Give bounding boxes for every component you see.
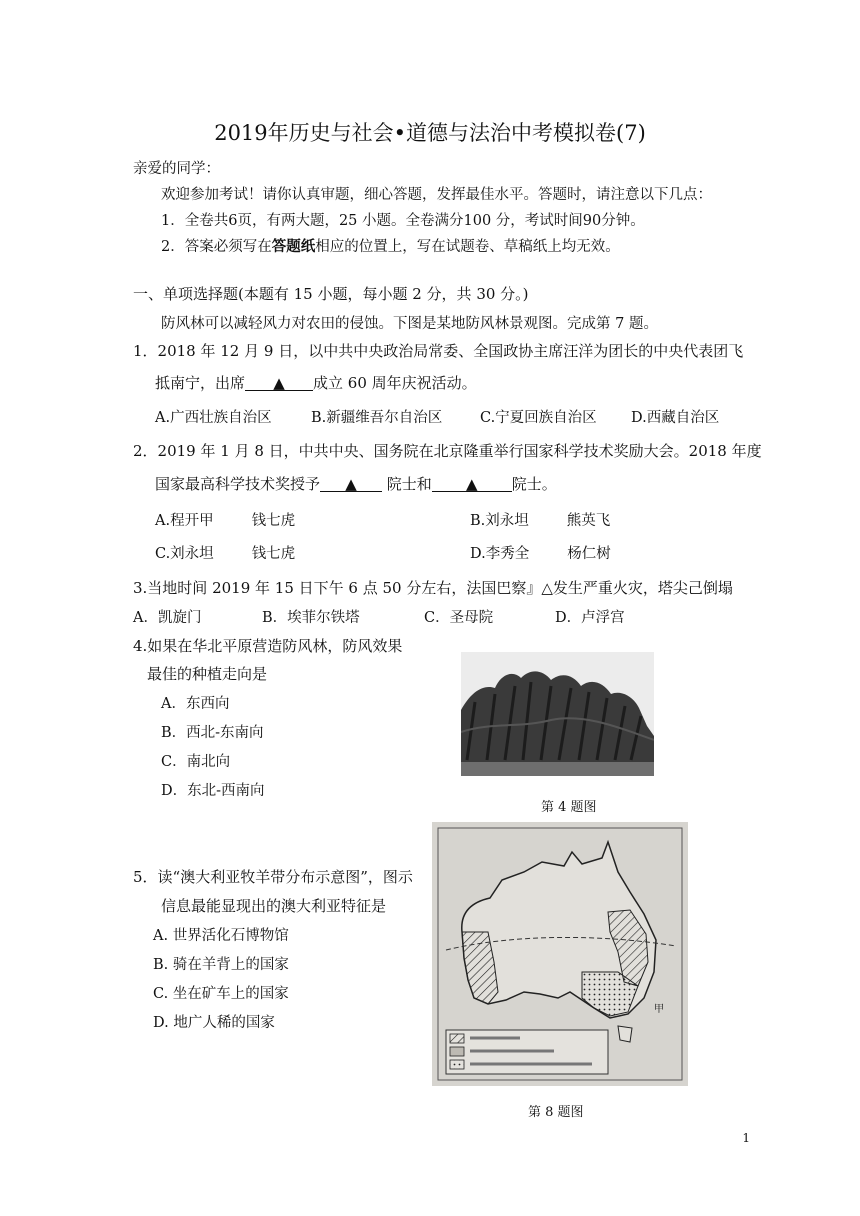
- q2-option-c: C.刘永坦 钱七虎: [155, 546, 296, 562]
- q4-option-d: D．东北-西南向: [161, 783, 265, 799]
- q4-line-2: 最佳的种植走向是: [147, 665, 268, 683]
- q2-line-2-b: 院士和: [382, 475, 432, 493]
- intro-line-3-a: 2．答案必须写在: [161, 239, 272, 255]
- q1-blank: ▲: [245, 376, 313, 391]
- q5-line-1: 5．读“澳大利亚牧羊带分布示意图”，图示: [133, 868, 413, 886]
- q4-option-a: A．东西向: [161, 696, 230, 712]
- q3-option-d: D．卢浮宫: [555, 610, 625, 626]
- q3-option-a: A．凯旋门: [133, 610, 202, 626]
- q1-line-2-b: 成立 60 周年庆祝活动。: [313, 374, 477, 392]
- q2-option-a: A.程开甲 钱七虎: [155, 513, 296, 529]
- q5-line-2: 信息最能显现出的澳大利亚特征是: [161, 897, 387, 915]
- q3-option-c: C．圣母院: [424, 610, 494, 626]
- intro-line-3: [161, 235, 620, 256]
- q4-caption: 第 4 题图: [541, 800, 597, 815]
- q5-caption: 第 8 题图: [528, 1105, 584, 1120]
- q1-option-a: A.广西壮族自治区: [155, 410, 272, 426]
- intro-line-3-c: 相应的位置上，写在试题卷、草稿纸上均无效。: [315, 239, 620, 255]
- q2-blank-1: ▲: [320, 477, 382, 492]
- q4-option-c: C．南北向: [161, 754, 231, 770]
- answer-sheet-term: 答题纸: [271, 238, 316, 255]
- q2-line-2-a: 国家最高科学技术奖授予: [155, 475, 321, 493]
- windbreak-photo: [461, 652, 654, 776]
- australia-sheep-map: [432, 822, 688, 1086]
- q1-option-d: D.西藏自治区: [631, 410, 720, 426]
- q4-line-1: 4.如果在华北平原营造防风林，防风效果: [133, 637, 403, 655]
- intro-line-2: 1．全卷共6页，有两大题，25 小题。全卷满分100 分，考试时间90分钟。: [161, 213, 645, 229]
- page-number: 1: [742, 1131, 750, 1145]
- page-title: 2019年历史与社会•道德与法治中考模拟卷(7): [214, 121, 646, 145]
- q5-option-a: A. 世界活化石博物馆: [153, 928, 289, 944]
- q3-option-b: B．埃菲尔铁塔: [262, 610, 360, 626]
- q1-line-2-a: 抵南宁，出席: [155, 374, 246, 392]
- q5-option-b: B. 骑在羊背上的国家: [153, 957, 289, 973]
- q1-line-1: 1．2018 年 12 月 9 日，以中共中央政治局常委、全国政协主席汪洋为团长的中央代表团飞: [133, 342, 744, 360]
- q2-line-1: 2．2019 年 1 月 8 日，中共中央、国务院在北京隆重举行国家科学技术奖励大会。2018 年度: [133, 442, 762, 460]
- q5-option-c: C. 坐在矿车上的国家: [153, 986, 289, 1002]
- q5-option-d: D. 地广人稀的国家: [153, 1015, 275, 1031]
- q2-option-d: D.李秀全 杨仁树: [470, 546, 611, 562]
- map-label-jia: 甲: [654, 1004, 664, 1015]
- q1-option-b: B.新疆维吾尔自治区: [311, 410, 443, 426]
- q1-option-c: C.宁夏回族自治区: [480, 410, 597, 426]
- q1-line-2: [155, 372, 477, 393]
- q3-line-1: 3.当地时间 2019 年 15 日下午 6 点 50 分左右，法国巴察』△发生严重火灾，塔尖己倒塌: [133, 579, 733, 597]
- q4-option-b: B．西北-东南向: [161, 725, 264, 741]
- section-1-heading: 一、单项选择题(本题有 15 小题，每小题 2 分，共 30 分。): [133, 285, 529, 303]
- q2-option-b: B.刘永坦 熊英飞: [470, 513, 611, 529]
- intro-line-1: 欢迎参加考试！请你认真审题，细心答题，发挥最佳水平。答题时，请注意以下几点：: [161, 187, 712, 203]
- section-1-context: 防风林可以减轻风力对农田的侵蚀。下图是某地防风林景观图。完成第 7 题。: [161, 316, 658, 332]
- q2-line-2-c: 院士。: [511, 475, 557, 493]
- q2-blank-2: ▲: [432, 477, 512, 492]
- greeting: 亲爱的同学：: [133, 161, 220, 177]
- q2-line-2: [155, 473, 557, 494]
